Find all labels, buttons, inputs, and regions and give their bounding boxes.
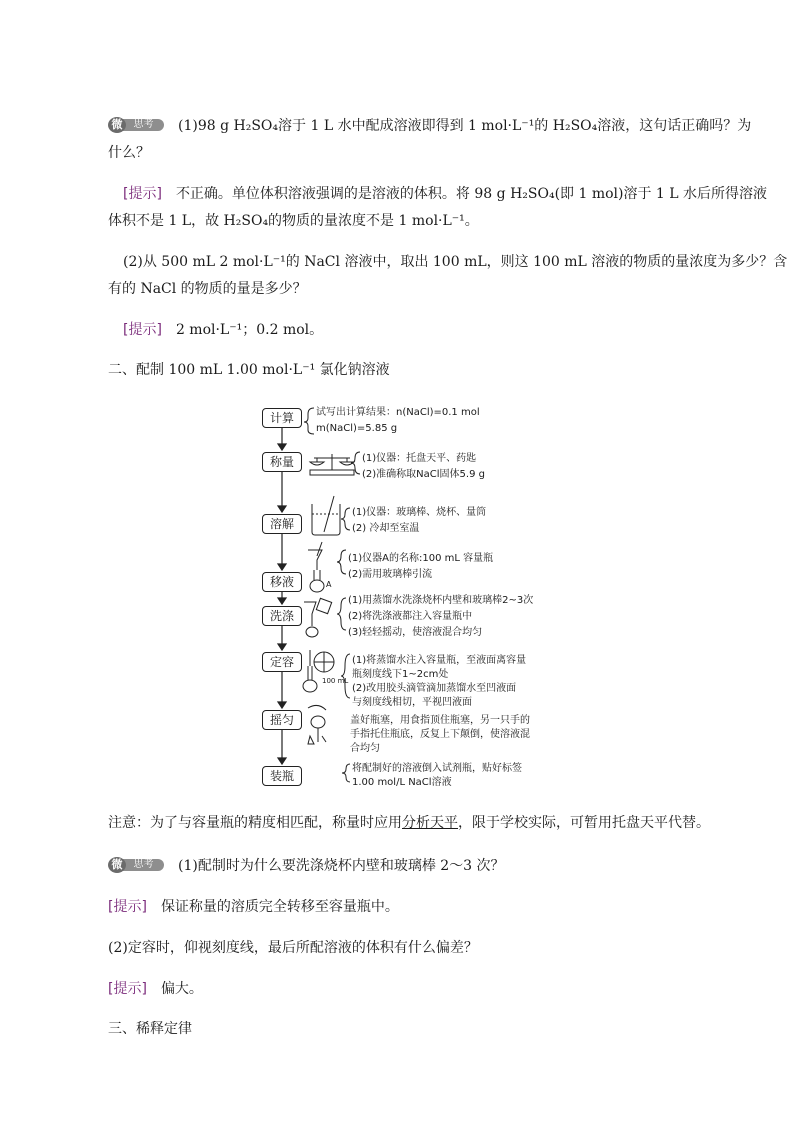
weigh-line-2: (2)准确称取NaCl固体5.9 g xyxy=(362,469,485,480)
constant-line-2: 瓶刻度线下1~2cm处 xyxy=(352,669,449,680)
step-weigh: 称量 xyxy=(262,452,302,472)
solution-prep-flowchart xyxy=(262,404,552,788)
question-3-text: (1)配制时为什么要洗涤烧杯内壁和玻璃棒 2～3 次？ xyxy=(178,858,505,874)
step-calculate: 计算 xyxy=(262,408,302,428)
step-transfer: 移液 xyxy=(262,572,302,592)
weigh-line-1: (1)仪器：托盘天平、药匙 xyxy=(362,453,477,464)
answer-2 xyxy=(123,320,323,340)
question-1-cont: 什么？ xyxy=(108,145,150,161)
transfer-line-2: (2)需用玻璃棒引流 xyxy=(348,569,433,580)
note-paragraph xyxy=(108,813,710,833)
step-dissolve: 溶解 xyxy=(262,514,302,534)
shake-line-2: 手指托住瓶底，反复上下颠倒，使溶液混 xyxy=(350,729,530,740)
answer-2-text: 2 mol·L⁻¹；0.2 mol。 xyxy=(175,322,324,338)
constant-line-4: 与刻度线相切，平视凹液面 xyxy=(352,697,472,708)
wash-line-2: (2)将洗涤液都注入容量瓶中 xyxy=(348,611,473,622)
balance-icon xyxy=(310,454,354,475)
bottle-line-2: 1.00 mol/L NaCl溶液 xyxy=(352,777,452,788)
wash-line-1: (1)用蒸馏水洗涤烧杯内壁和玻璃棒2~3次 xyxy=(348,595,534,606)
section-3-heading: 三、稀释定律 xyxy=(108,1021,192,1037)
question-1 xyxy=(108,116,751,136)
think-badge xyxy=(108,117,164,133)
answer-3-text: 保证称量的溶质完全转移至容量瓶中。 xyxy=(160,899,399,915)
answer-4-text: 偏大。 xyxy=(160,981,203,997)
think-badge-icon: 微 xyxy=(108,117,126,133)
think-badge-label: 思考 xyxy=(119,859,164,871)
step-constant-volume: 定容 xyxy=(262,652,302,672)
shake-line-3: 合均匀 xyxy=(350,743,380,754)
wash-bottle-icon xyxy=(304,598,332,637)
dissolve-line-1: (1)仪器：玻璃棒、烧杯、量筒 xyxy=(352,507,487,518)
tip-label: [提示] xyxy=(108,981,147,997)
transfer-line-1: (1)仪器A的名称:100 mL 容量瓶 xyxy=(348,553,494,564)
note-suffix: ，限于学校实际，可暂用托盘天平代替。 xyxy=(458,815,710,831)
calc-line-1: 试写出计算结果：n(NaCl)=0.1 mol xyxy=(316,407,480,418)
constant-line-1: (1)将蒸馏水注入容量瓶，至液面离容量 xyxy=(352,655,527,666)
answer-4 xyxy=(108,979,203,999)
calc-line-2: m(NaCl)=5.85 g xyxy=(316,423,398,434)
volumetric-flask-funnel-icon xyxy=(308,542,324,592)
section-2-heading: 二、配制 100 mL 1.00 mol·L⁻¹ 氯化钠溶液 xyxy=(108,362,390,378)
wash-line-3: (3)轻轻摇动，使溶液混合均匀 xyxy=(348,627,483,638)
step-wash: 洗涤 xyxy=(262,606,302,626)
tip-label: [提示] xyxy=(108,899,147,915)
note-underlined: 分析天平 xyxy=(402,815,458,831)
question-4: (2)定容时，仰视刻度线，最后所配溶液的体积有什么偏差？ xyxy=(108,940,478,956)
question-1-text: (1)98 g H₂SO₄溶于 1 L 水中配成溶液即得到 1 mol·L⁻¹的 H₂SO₄溶液，这句话正确吗？为 xyxy=(178,118,752,134)
answer-1 xyxy=(123,184,767,204)
answer-3 xyxy=(108,897,399,917)
think-badge-label: 思考 xyxy=(119,119,164,131)
note-prefix: 注意：为了与容量瓶的精度相匹配，称量时应用 xyxy=(108,815,402,831)
question-2-cont: 有的 NaCl 的物质的量是多少？ xyxy=(108,281,307,297)
flask-label-a: A xyxy=(326,580,332,589)
question-3 xyxy=(108,856,505,876)
tip-label: [提示] xyxy=(123,186,162,202)
question-2: (2)从 500 mL 2 mol·L⁻¹的 NaCl 溶液中，取出 100 mL，则这 100 mL 溶液的物质的量浓度为多少？含 xyxy=(123,254,788,270)
answer-1-cont: 体积不是 1 L，故 H₂SO₄的物质的量浓度不是 1 mol·L⁻¹。 xyxy=(108,213,479,229)
think-badge xyxy=(108,857,164,873)
think-badge-icon: 微 xyxy=(108,857,126,873)
answer-1-text: 不正确。单位体积溶液强调的是溶液的体积。将 98 g H₂SO₄(即 1 mol)溶于 1 L 水后所得溶液 xyxy=(175,186,768,202)
shake-flask-icon xyxy=(308,705,326,744)
beaker-icon xyxy=(312,496,340,535)
bottle-line-1: 将配制好的溶液倒入试剂瓶，贴好标签 xyxy=(352,763,522,774)
step-bottle: 装瓶 xyxy=(262,766,302,786)
dissolve-line-2: (2) 冷却至室温 xyxy=(352,523,420,534)
shake-line-1: 盖好瓶塞，用食指顶住瓶塞，另一只手的 xyxy=(350,715,530,726)
step-shake: 摇匀 xyxy=(262,710,302,730)
flask-volume-label: 100 mL xyxy=(322,677,349,685)
tip-label: [提示] xyxy=(123,322,162,338)
constant-line-3: (2)改用胶头滴管滴加蒸馏水至凹液面 xyxy=(352,683,517,694)
